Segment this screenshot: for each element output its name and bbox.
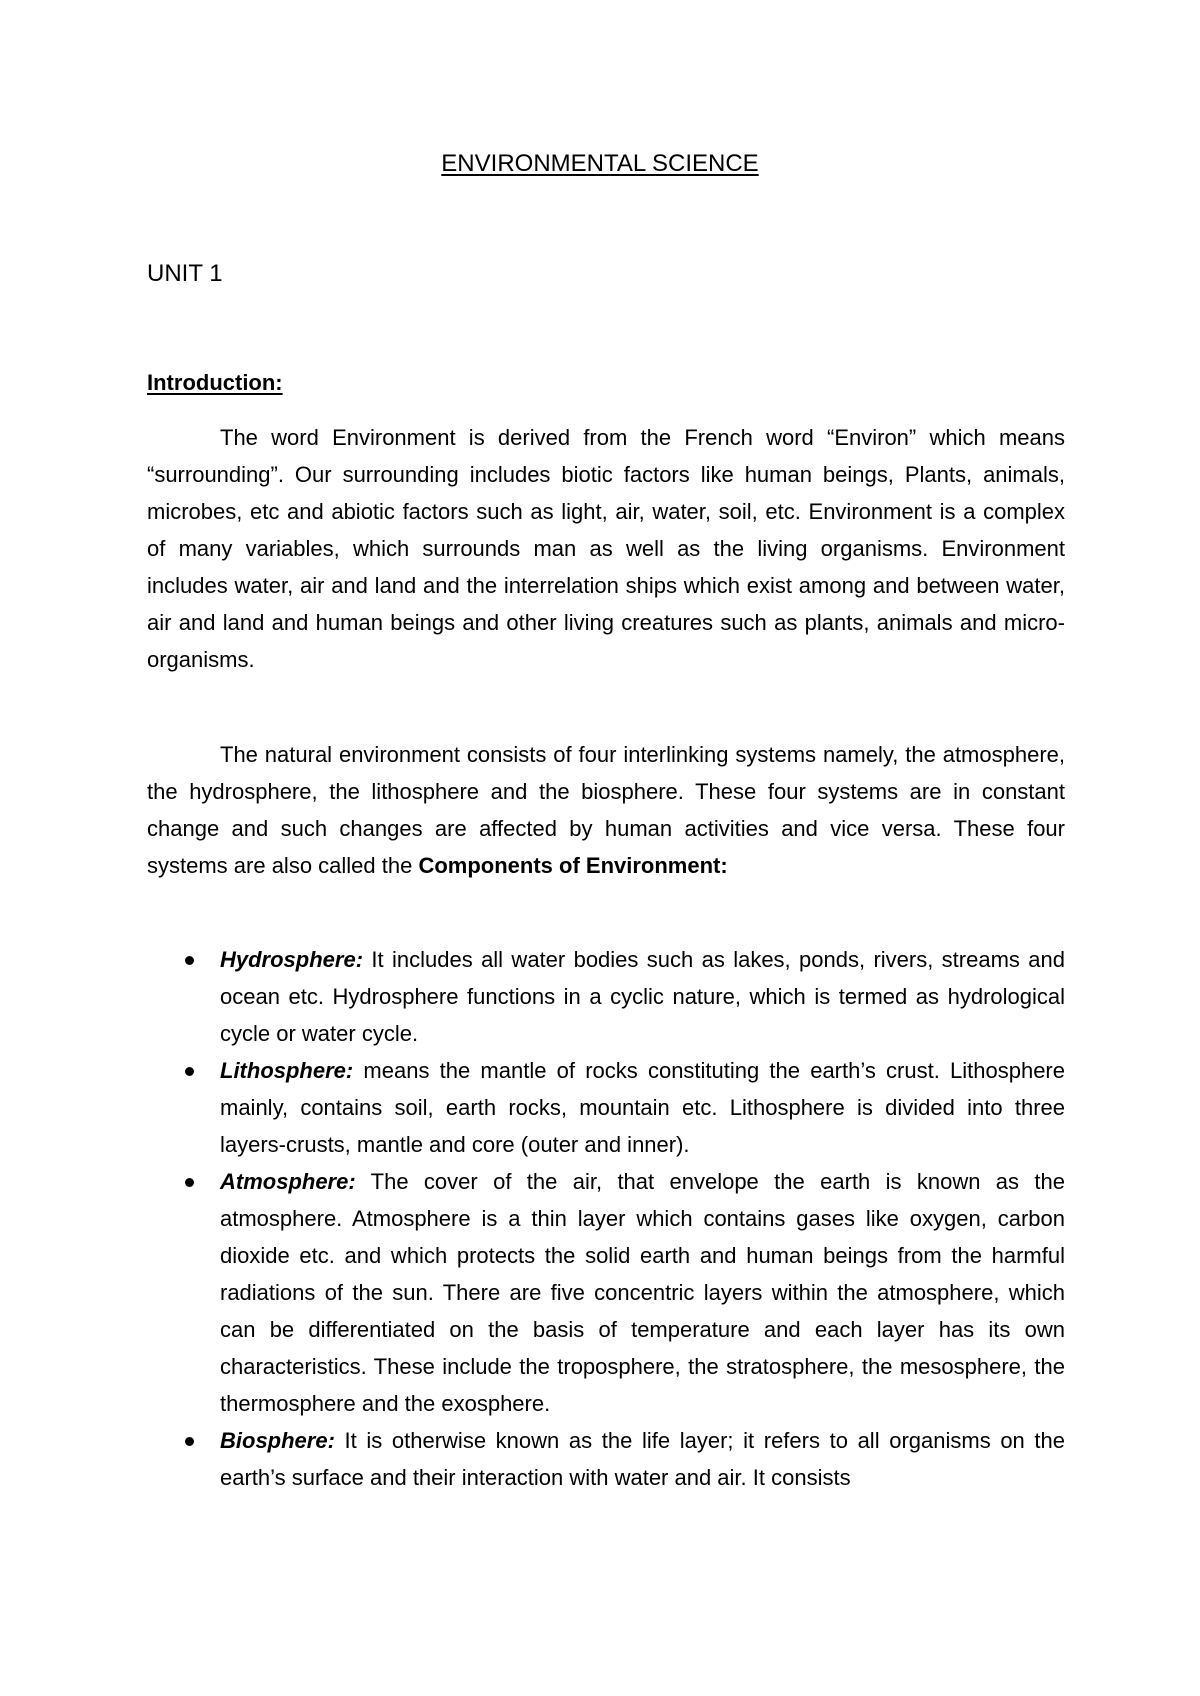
definition-lithosphere: means the mantle of rocks constituting the earth’s crust. Lithosphere mainly, contains soil, earth rocks, mountain etc. Lithosphere is divided into three layers-crusts, mantle and core (outer and inner). [220, 1058, 1065, 1157]
definition-hydrosphere: It includes all water bodies such as lakes, ponds, rivers, streams and ocean etc. Hydrosphere functions in a cyclic nature, which is termed as hydrological cycle or water cycle. [220, 947, 1065, 1046]
list-item-biosphere [147, 1422, 1065, 1496]
section-heading-introduction: Introduction: [147, 370, 283, 395]
bullet-icon [185, 1437, 194, 1446]
bullet-icon [185, 1067, 194, 1076]
term-biosphere: Biosphere: [220, 1428, 335, 1453]
components-list [147, 941, 1065, 1496]
term-lithosphere: Lithosphere: [220, 1058, 354, 1083]
components-paragraph-bold: Components of Environment: [418, 853, 728, 878]
intro-paragraph: The word Environment is derived from the French word “Environ” which means “surrounding”. Our surrounding includes biotic factors like human beings, Plants, animals, microbes, etc and abiotic factors such as light, air, water, soil, etc. Environment is a complex of many variables, which surrounds man as well as the living organisms. Environment includes water, air and land and the interrelation ships which exist among and between water, air and land and human beings and other living creatures such as plants, animals and micro-organisms. [147, 425, 1065, 672]
unit-heading: UNIT 1 [147, 260, 223, 287]
list-item-atmosphere [147, 1163, 1065, 1422]
list-item-hydrosphere [147, 941, 1065, 1052]
components-paragraph-text: The natural environment consists of four interlinking systems namely, the atmosphere, the hydrosphere, the lithosphere and the biosphere. These four systems are in constant change and such changes are affected by human activities and vice versa. These four systems are also called the [147, 742, 1065, 878]
definition-atmosphere: The cover of the air, that envelope the earth is known as the atmosphere. Atmosphere is a thin layer which contains gases like oxygen, carbon dioxide etc. and which protects the solid earth and human beings from the harmful radiations of the sun. There are five concentric layers within the atmosphere, which can be differentiated on the basis of temperature and each layer has its own characteristics. These include the troposphere, the stratosphere, the mesosphere, the thermosphere and the exosphere. [220, 1169, 1065, 1416]
term-hydrosphere: Hydrosphere: [220, 947, 364, 972]
term-atmosphere: Atmosphere: [220, 1169, 356, 1194]
document-title: ENVIRONMENTAL SCIENCE [441, 150, 759, 177]
definition-biosphere: It is otherwise known as the life layer; it refers to all organisms on the earth’s surface and their interaction with water and air. It consists [220, 1428, 1065, 1490]
components-paragraph [147, 736, 1065, 884]
bullet-icon [185, 1178, 194, 1187]
bullet-icon [185, 956, 194, 965]
list-item-lithosphere [147, 1052, 1065, 1163]
